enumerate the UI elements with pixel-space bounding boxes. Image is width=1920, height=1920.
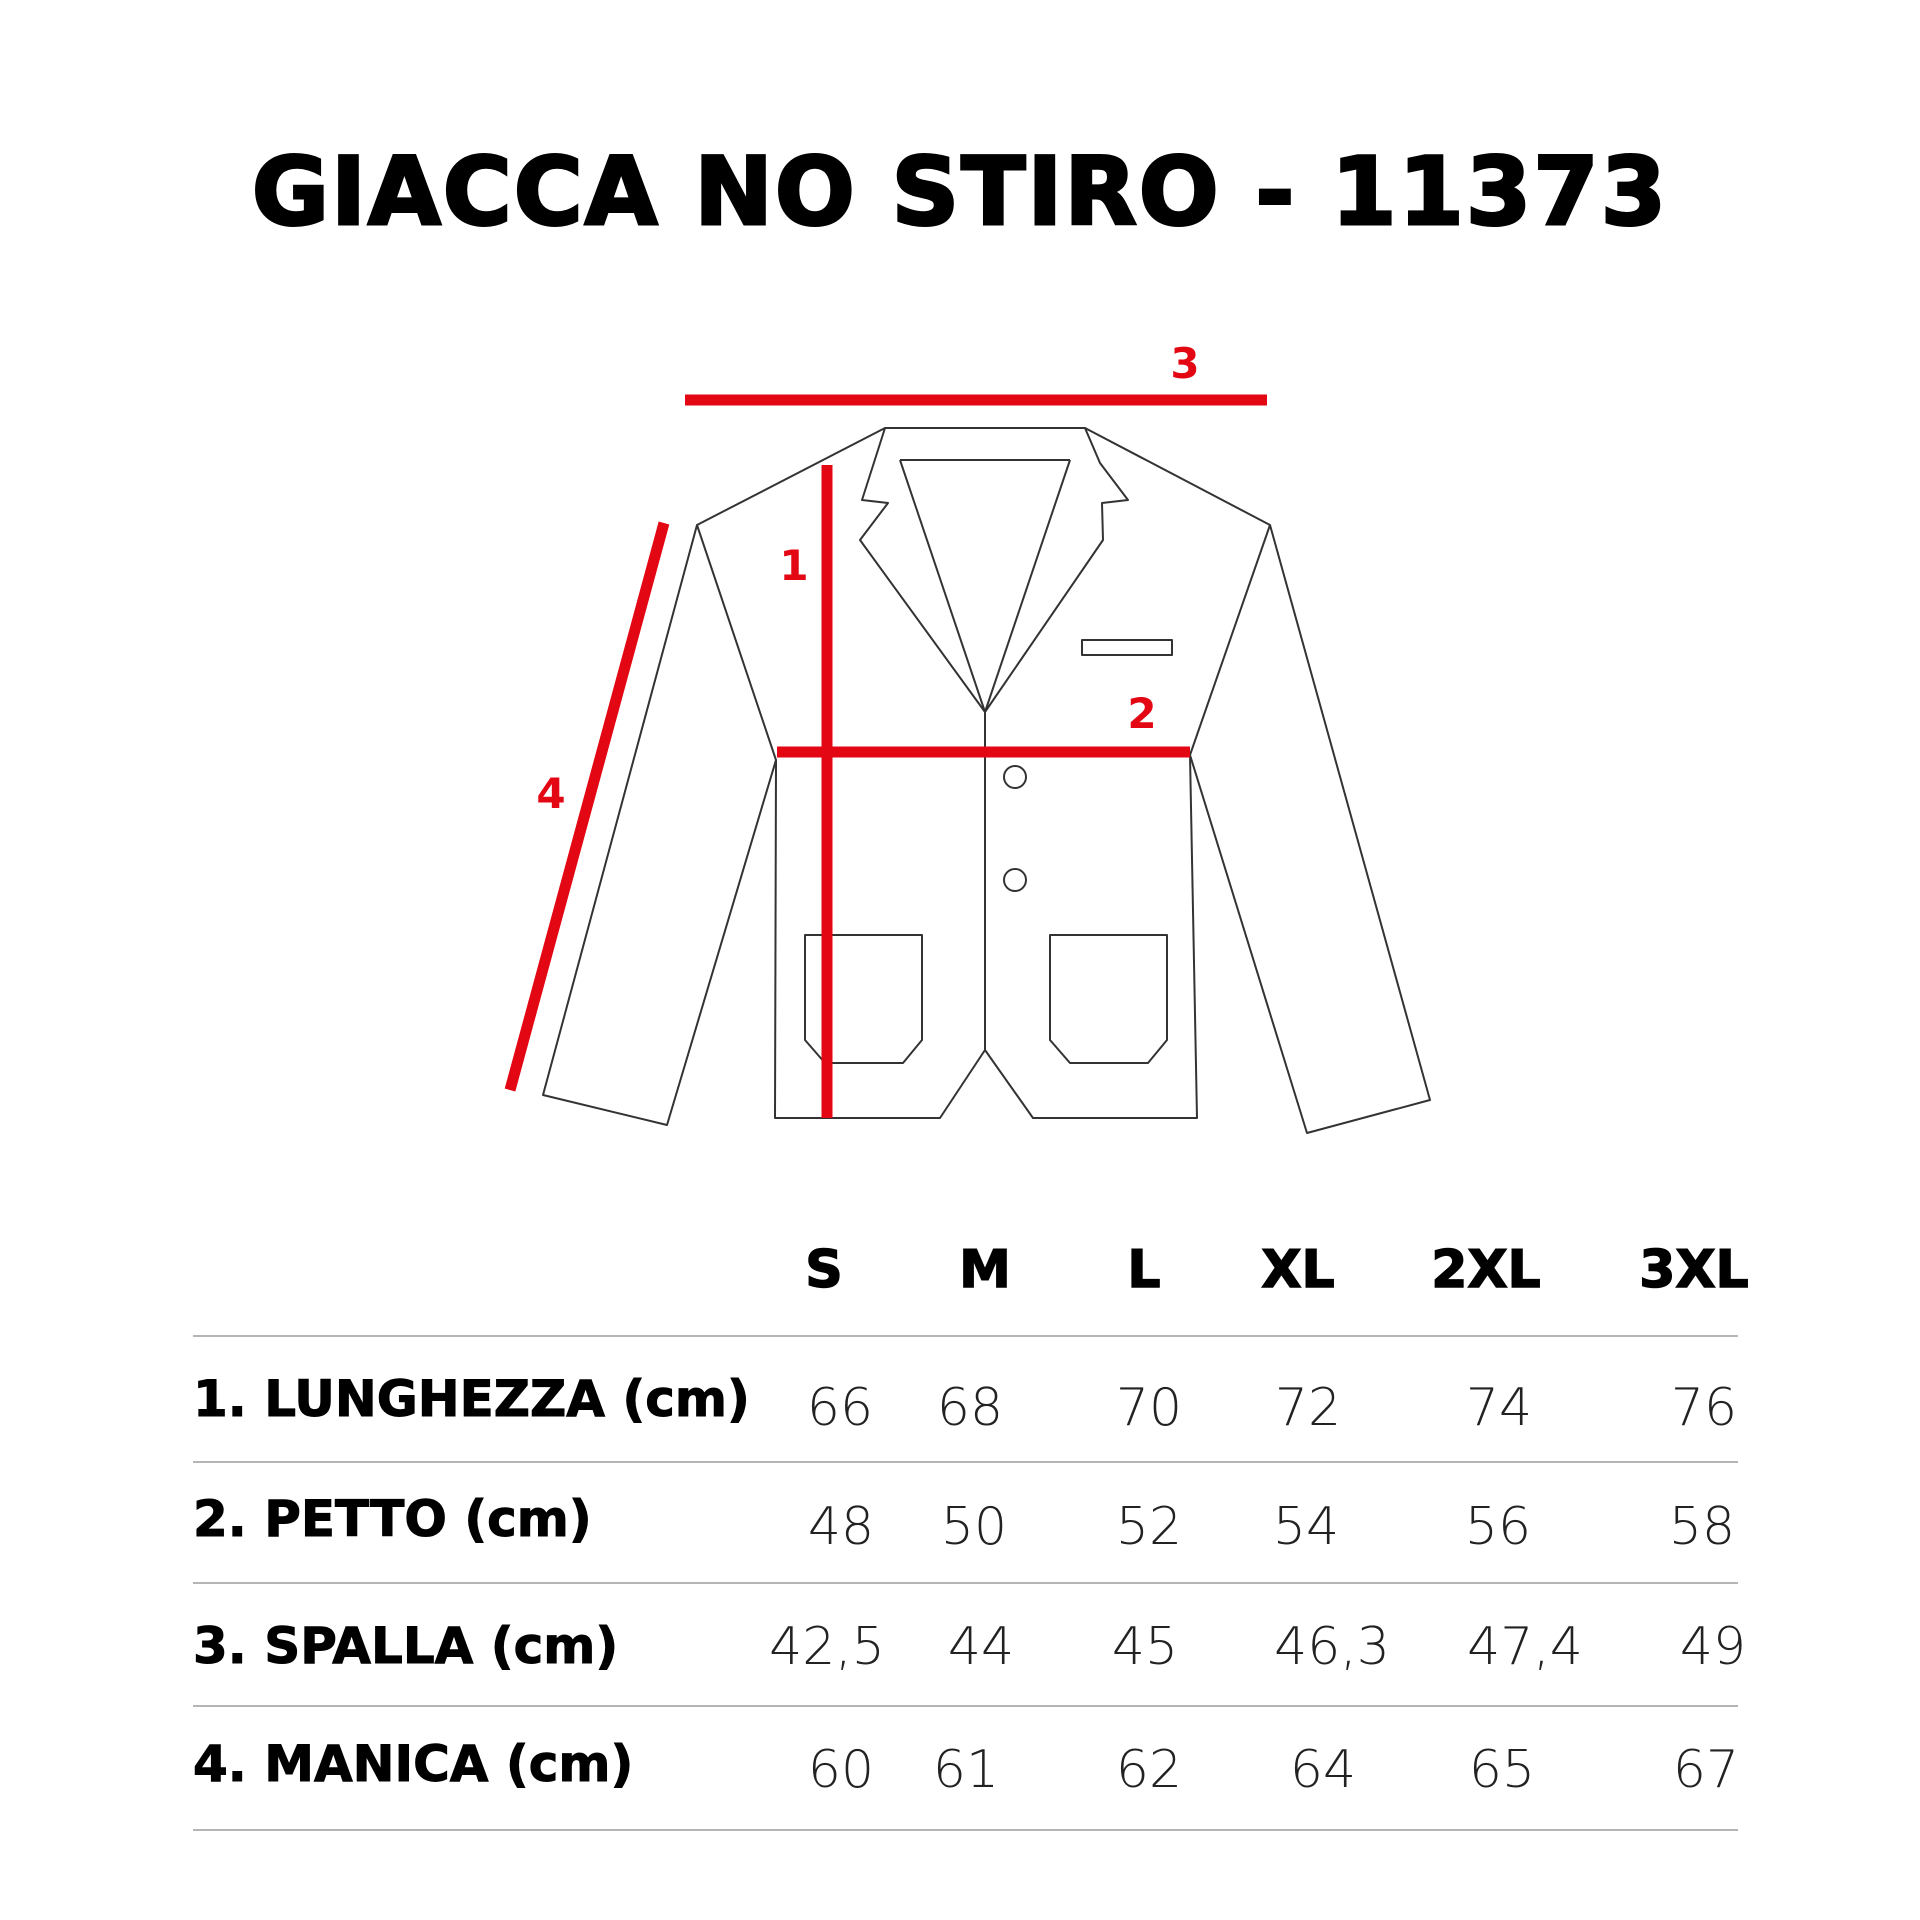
table-cell: 56 [1464, 1497, 1532, 1557]
table-cell: 66 [806, 1378, 874, 1438]
table-cell: 45 [1111, 1617, 1179, 1677]
row-label-petto: 2. PETTO (cm) [193, 1490, 592, 1548]
table-divider [193, 1335, 1738, 1337]
table-cell: 52 [1115, 1497, 1183, 1557]
table-cell: 44 [947, 1617, 1015, 1677]
size-header-s: S [805, 1240, 843, 1300]
table-cell: 76 [1670, 1378, 1738, 1438]
measure-label-2: 2 [1127, 689, 1157, 738]
table-cell: 48 [807, 1497, 875, 1557]
row-label-lunghezza: 1. LUNGHEZZA (cm) [193, 1370, 750, 1428]
table-cell: 72 [1274, 1378, 1342, 1438]
table-divider [193, 1461, 1738, 1463]
table-divider [193, 1829, 1738, 1831]
page-title: GIACCA NO STIRO - 11373 [251, 138, 1669, 247]
size-header-m: M [959, 1240, 1011, 1300]
table-cell: 54 [1272, 1497, 1340, 1557]
table-cell: 62 [1115, 1740, 1183, 1800]
table-cell: 46,3 [1274, 1617, 1390, 1677]
table-cell: 70 [1115, 1378, 1183, 1438]
table-cell: 58 [1668, 1497, 1736, 1557]
jacket-outline [543, 428, 1430, 1133]
table-cell: 65 [1468, 1740, 1536, 1800]
row-label-spalla: 3. SPALLA (cm) [193, 1617, 619, 1675]
table-cell: 74 [1465, 1378, 1533, 1438]
table-cell: 60 [807, 1740, 875, 1800]
measurement-lines [510, 400, 1267, 1118]
table-cell: 50 [940, 1497, 1008, 1557]
measure-label-3: 3 [1170, 339, 1200, 388]
measure-label-4: 4 [536, 769, 566, 818]
measure-label-1: 1 [779, 541, 809, 590]
table-divider [193, 1582, 1738, 1584]
table-cell: 47,4 [1467, 1617, 1583, 1677]
table-cell: 49 [1679, 1617, 1747, 1677]
size-header-xl: XL [1261, 1240, 1335, 1300]
size-header-2xl: 2XL [1431, 1240, 1541, 1300]
size-header-3xl: 3XL [1639, 1240, 1749, 1300]
row-label-manica: 4. MANICA (cm) [193, 1735, 634, 1793]
size-header-l: L [1127, 1240, 1161, 1300]
table-divider [193, 1705, 1738, 1707]
table-cell: 67 [1672, 1740, 1740, 1800]
table-cell: 68 [936, 1378, 1004, 1438]
measure-line-sleeve [510, 523, 664, 1090]
table-cell: 42,5 [769, 1617, 885, 1677]
table-cell: 61 [932, 1740, 1000, 1800]
table-cell: 64 [1289, 1740, 1357, 1800]
